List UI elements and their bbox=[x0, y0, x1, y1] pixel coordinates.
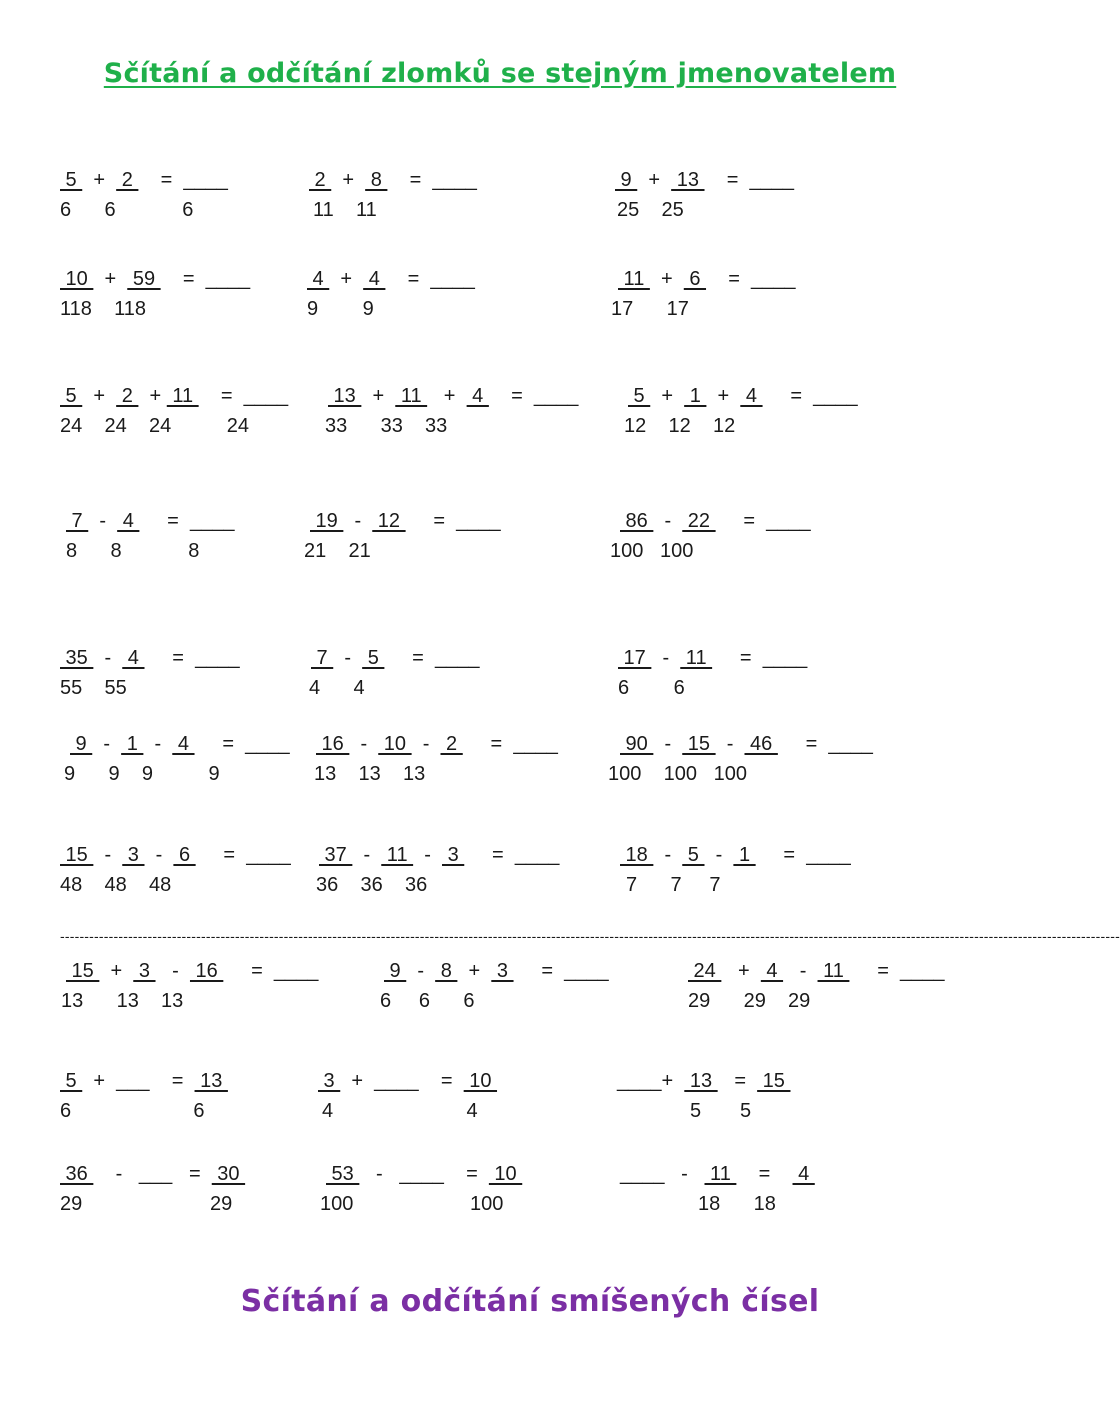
numerator: 18 bbox=[620, 844, 654, 866]
numerator: 36 bbox=[60, 1163, 94, 1185]
problem-top: 10 + 59 = ____ bbox=[60, 268, 251, 290]
numerator: 4 bbox=[363, 268, 386, 290]
problem-bottom: 25 25 bbox=[617, 199, 684, 221]
section-heading: Sčítání a odčítání smíšených čísel bbox=[240, 1284, 820, 1319]
problem-bottom: 4 4 bbox=[309, 677, 365, 699]
problem-bottom: 48 48 48 bbox=[60, 874, 172, 896]
problem-top: 37 - 11 - 3 = ____ bbox=[319, 844, 560, 866]
problem-bottom: 29 29 bbox=[60, 1193, 233, 1215]
problem-top: 15 + 3 - 16 = ____ bbox=[66, 960, 319, 982]
problem-top: 3 + ____ = 10 bbox=[318, 1070, 498, 1092]
numerator: 5 bbox=[60, 1070, 83, 1092]
problem-bottom: 5 5 bbox=[690, 1100, 752, 1122]
problem-top: 17 - 11 = ____ bbox=[618, 647, 808, 669]
problem-bottom: 6 6 bbox=[618, 677, 685, 699]
problem-bottom: 17 17 bbox=[611, 298, 689, 320]
problem-top: 9 - 8 + 3 = ____ bbox=[384, 960, 609, 982]
numerator: 5 bbox=[682, 844, 705, 866]
numerator: 2 bbox=[116, 169, 139, 191]
problem-top: 5 + 2 = ____ bbox=[60, 169, 228, 191]
problem-bottom: 9 9 9 9 bbox=[64, 763, 220, 785]
numerator: 11 bbox=[618, 268, 650, 290]
problem-bottom: 24 24 24 24 bbox=[60, 415, 250, 437]
numerator: 5 bbox=[60, 169, 83, 191]
numerator: 19 bbox=[310, 510, 344, 532]
numerator: 30 bbox=[211, 1163, 246, 1185]
numerator: 10 bbox=[463, 1070, 498, 1092]
problem-top: ____ - 11 = 4 bbox=[620, 1163, 815, 1185]
problem-top: 90 - 15 - 46 = ____ bbox=[620, 733, 873, 755]
page-title: Sčítání a odčítání zlomků se stejným jmenovatelem bbox=[103, 58, 897, 89]
numerator: 5 bbox=[60, 385, 83, 407]
problem-bottom: 100 100 bbox=[610, 540, 694, 562]
problem-bottom: 6 6 bbox=[60, 1100, 205, 1122]
numerator: 15 bbox=[60, 844, 94, 866]
numerator: 22 bbox=[682, 510, 716, 532]
problem-bottom: 7 7 7 bbox=[626, 874, 721, 896]
problem-top: 9 - 1 - 4 = ____ bbox=[70, 733, 290, 755]
numerator: 3 bbox=[318, 1070, 341, 1092]
numerator: 13 bbox=[328, 385, 362, 407]
separator-line: -------------------------------------------------------------------------------------------------------------------------------------------------------------------------------------------------------------------------- bbox=[60, 928, 1120, 944]
problem-top: 11 + 6 = ____ bbox=[618, 268, 796, 290]
numerator: 15 bbox=[682, 733, 716, 755]
numerator: 46 bbox=[744, 733, 778, 755]
numerator: 4 bbox=[122, 647, 145, 669]
problem-bottom: 6 6 6 bbox=[380, 990, 475, 1012]
problem-top: 86 - 22 = ____ bbox=[620, 510, 811, 532]
problem-bottom: 55 55 bbox=[60, 677, 127, 699]
numerator: 4 bbox=[172, 733, 195, 755]
problem-top: 36 - ___ = 30 bbox=[60, 1163, 246, 1185]
problem-top: 16 - 10 - 2 = ____ bbox=[316, 733, 558, 755]
numerator: 4 bbox=[466, 385, 489, 407]
numerator: 6 bbox=[683, 268, 707, 290]
numerator: 11 bbox=[395, 385, 428, 407]
numerator: 1 bbox=[121, 733, 144, 755]
numerator: 53 bbox=[326, 1163, 360, 1185]
numerator: 3 bbox=[122, 844, 145, 866]
numerator: 5 bbox=[628, 385, 651, 407]
numerator: 9 bbox=[70, 733, 93, 755]
problem-bottom: 12 12 12 bbox=[624, 415, 736, 437]
numerator: 10 bbox=[60, 268, 94, 290]
problem-top: 18 - 5 - 1 = ____ bbox=[620, 844, 851, 866]
numerator: 6 bbox=[173, 844, 196, 866]
numerator: 7 bbox=[66, 510, 89, 532]
numerator: 5 bbox=[362, 647, 385, 669]
problem-top: 5 + 2 + 11 = ____ bbox=[60, 385, 289, 407]
numerator: 90 bbox=[620, 733, 654, 755]
numerator: 8 bbox=[365, 169, 388, 191]
numerator: 2 bbox=[116, 385, 139, 407]
numerator: 4 bbox=[740, 385, 763, 407]
numerator: 4 bbox=[307, 268, 330, 290]
problem-bottom: 6 6 6 bbox=[60, 199, 194, 221]
numerator: 35 bbox=[60, 647, 94, 669]
numerator: 11 bbox=[166, 385, 199, 407]
problem-top: 53 - ____ = 10 bbox=[326, 1163, 523, 1185]
problem-bottom: 4 4 bbox=[322, 1100, 478, 1122]
numerator: 2 bbox=[440, 733, 463, 755]
problem-top: 7 - 5 = ____ bbox=[311, 647, 480, 669]
numerator: 37 bbox=[319, 844, 353, 866]
problem-bottom: 33 33 33 bbox=[325, 415, 448, 437]
problem-bottom: 18 18 bbox=[698, 1193, 776, 1215]
problem-top: 15 - 3 - 6 = ____ bbox=[60, 844, 291, 866]
problem-top: 7 - 4 = ____ bbox=[66, 510, 235, 532]
numerator: 8 bbox=[435, 960, 458, 982]
numerator: 13 bbox=[194, 1070, 228, 1092]
problem-top: 19 - 12 = ____ bbox=[310, 510, 501, 532]
problem-bottom: 100 100 100 bbox=[608, 763, 748, 785]
problem-top: 2 + 8 = ____ bbox=[309, 169, 477, 191]
problem-bottom: 118 118 bbox=[60, 298, 146, 320]
problem-top: 13 + 11 + 4 = ____ bbox=[328, 385, 579, 407]
problem-bottom: 29 29 29 bbox=[688, 990, 811, 1012]
numerator: 10 bbox=[488, 1163, 523, 1185]
numerator: 3 bbox=[442, 844, 465, 866]
numerator: 15 bbox=[66, 960, 100, 982]
numerator: 15 bbox=[757, 1070, 791, 1092]
problem-top: 35 - 4 = ____ bbox=[60, 647, 240, 669]
problem-top: 5 + ___ = 13 bbox=[60, 1070, 228, 1092]
numerator: 24 bbox=[688, 960, 722, 982]
numerator: 9 bbox=[615, 169, 638, 191]
problem-top: 5 + 1 + 4 = ____ bbox=[628, 385, 858, 407]
numerator: 86 bbox=[620, 510, 654, 532]
numerator: 16 bbox=[189, 960, 224, 982]
problem-bottom: 100 100 bbox=[320, 1193, 504, 1215]
numerator: 4 bbox=[792, 1163, 815, 1185]
problem-bottom: 13 13 13 bbox=[61, 990, 184, 1012]
numerator: 16 bbox=[316, 733, 350, 755]
numerator: 12 bbox=[372, 510, 406, 532]
numerator: 10 bbox=[378, 733, 412, 755]
numerator: 17 bbox=[618, 647, 652, 669]
problem-bottom: 9 9 bbox=[307, 298, 374, 320]
problem-top: 9 + 13 = ____ bbox=[615, 169, 795, 191]
numerator: 11 bbox=[680, 647, 713, 669]
problem-top: ____+ 13 = 15 bbox=[617, 1070, 791, 1092]
problem-top: 24 + 4 - 11 = ____ bbox=[688, 960, 945, 982]
problem-bottom: 8 8 8 bbox=[66, 540, 200, 562]
numerator: 59 bbox=[127, 268, 161, 290]
problem-bottom: 13 13 13 bbox=[314, 763, 426, 785]
problem-bottom: 36 36 36 bbox=[316, 874, 428, 896]
numerator: 3 bbox=[491, 960, 514, 982]
numerator: 11 bbox=[381, 844, 414, 866]
numerator: 3 bbox=[133, 960, 156, 982]
numerator: 7 bbox=[311, 647, 334, 669]
numerator: 4 bbox=[117, 510, 140, 532]
numerator: 1 bbox=[733, 844, 756, 866]
numerator: 13 bbox=[684, 1070, 718, 1092]
numerator: 13 bbox=[671, 169, 705, 191]
numerator: 11 bbox=[704, 1163, 737, 1185]
problem-bottom: 11 11 bbox=[313, 199, 377, 221]
numerator: 9 bbox=[384, 960, 407, 982]
numerator: 1 bbox=[684, 385, 707, 407]
problem-bottom: 21 21 bbox=[304, 540, 371, 562]
numerator: 4 bbox=[760, 960, 784, 982]
numerator: 11 bbox=[817, 960, 850, 982]
problem-top: 4 + 4 = ____ bbox=[307, 268, 475, 290]
numerator: 2 bbox=[309, 169, 332, 191]
